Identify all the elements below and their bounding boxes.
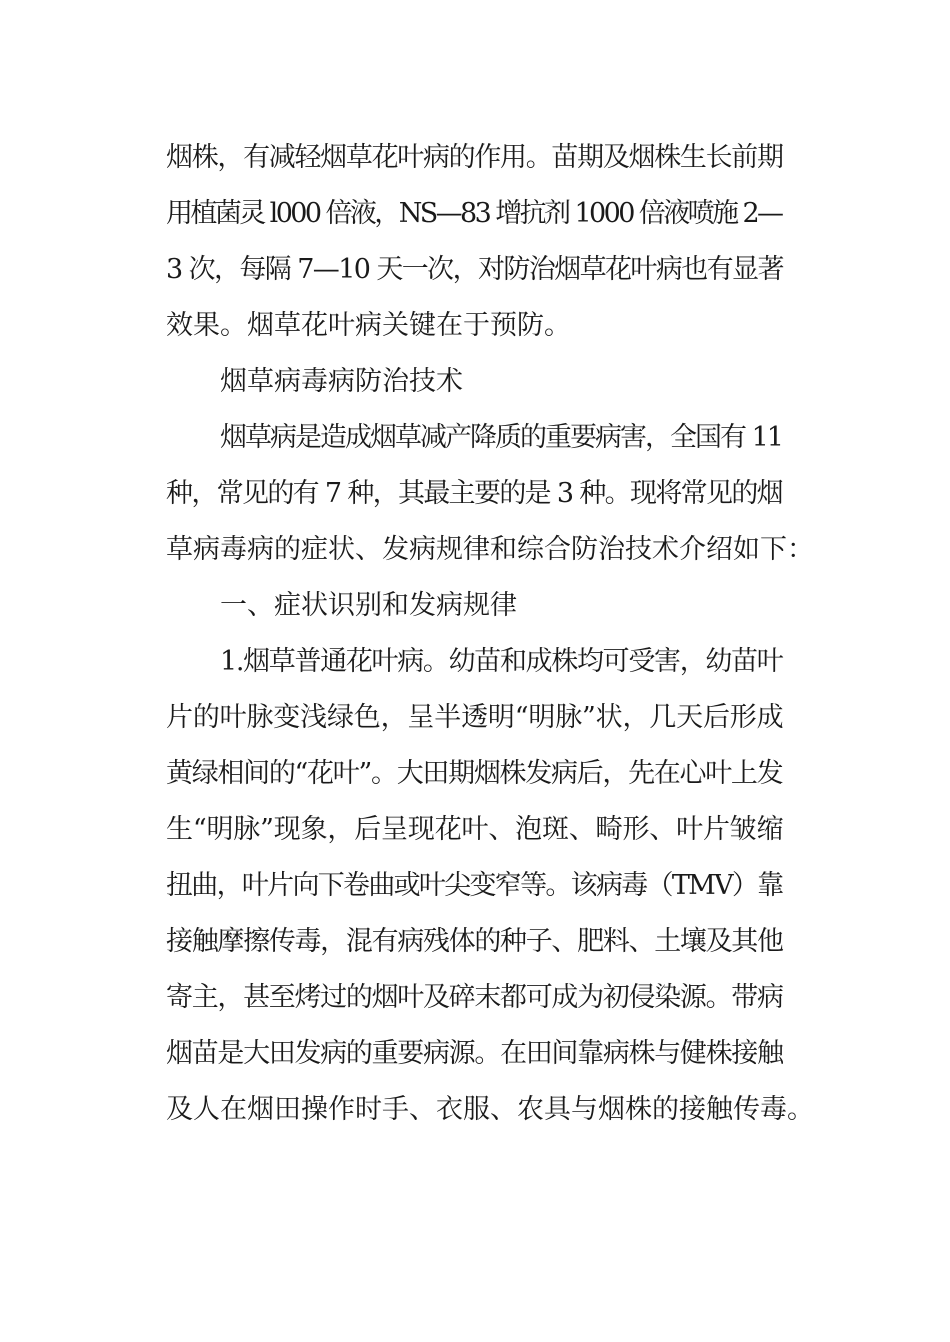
text-line-2: 用植菌灵 l000 倍液，NS—83 增抗剂 1000 倍液喷施 2—	[166, 198, 782, 229]
text-line-6: 烟草病是造成烟草减产降质的重要病害，全国有 11	[220, 422, 782, 453]
text-line-10: 1.烟草普通花叶病。幼苗和成株均可受害，幼苗叶	[220, 646, 783, 677]
text-line-17: 烟苗是大田发病的重要病源。在田间靠病株与健株接触	[166, 1038, 783, 1069]
text-line-15: 接触摩擦传毒，混有病残体的种子、肥料、土壤及其他	[166, 926, 783, 957]
subsection-heading: 一、症状识别和发病规律	[220, 590, 517, 621]
text-line-11: 片的叶脉变浅绿色，呈半透明“明脉”状，几天后形成	[166, 702, 784, 733]
text-line-8: 草病毒病的症状、发病规律和综合防治技术介绍如下：	[166, 534, 814, 565]
text-line-1: 烟株，有减轻烟草花叶病的作用。苗期及烟株生长前期	[166, 142, 783, 173]
text-line-4: 效果。烟草花叶病关键在于预防。	[166, 310, 571, 341]
text-line-16: 寄主，甚至烤过的烟叶及碎末都可成为初侵染源。带病	[166, 982, 783, 1013]
text-line-18: 及人在烟田操作时手、衣服、农具与烟株的接触传毒。	[166, 1094, 814, 1125]
text-line-7: 种，常见的有 7 种，其最主要的是 3 种。现将常见的烟	[166, 478, 783, 509]
section-heading: 烟草病毒病防治技术	[220, 366, 463, 397]
text-line-12: 黄绿相间的“花叶”。大田期烟株发病后，先在心叶上发	[166, 758, 783, 789]
text-line-3: 3 次，每隔 7—10 天一次，对防治烟草花叶病也有显著	[166, 254, 783, 285]
text-line-13: 生“明脉”现象，后呈现花叶、泡斑、畸形、叶片皱缩	[166, 814, 784, 845]
text-line-14: 扭曲，叶片向下卷曲或叶尖变窄等。该病毒（TMV）靠	[166, 870, 783, 901]
